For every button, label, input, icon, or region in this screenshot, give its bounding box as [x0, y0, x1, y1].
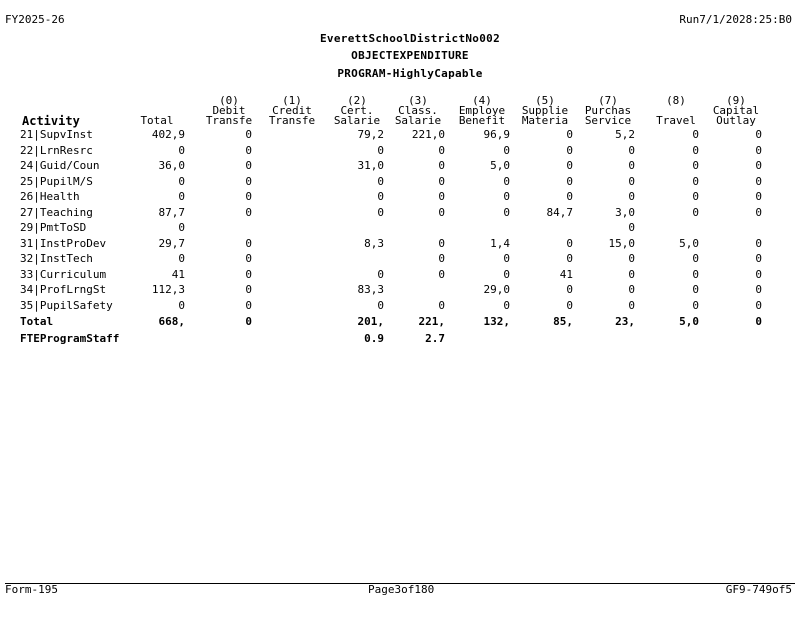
table-cell: 0	[628, 175, 635, 188]
table-cell: 0	[628, 268, 635, 281]
table-cell: 5,0	[490, 160, 510, 172]
table-cell: 96,9	[483, 129, 510, 141]
table-cell: 668,	[158, 316, 185, 328]
table-cell: 0	[178, 144, 185, 157]
column-header-code: (0)	[219, 94, 239, 107]
column-header-code: (5)	[535, 94, 555, 107]
table-cell: 84,7	[546, 206, 573, 219]
column-header-8	[579, 96, 637, 126]
table-cell: 2.7	[425, 332, 445, 345]
row-label: 25|PupilM/S	[20, 174, 93, 188]
page-number: Page3of180	[368, 583, 435, 596]
table-cell: 221,0	[411, 129, 445, 141]
column-header-l2: Benefit	[458, 114, 506, 127]
table-cell: 0.9	[364, 332, 384, 345]
table-cell: 0	[755, 144, 762, 157]
table-cell: 87,7	[158, 206, 185, 219]
table-cell: 5,0	[679, 316, 699, 328]
column-header-l2: Transfe	[268, 114, 316, 127]
table-cell: 0	[245, 206, 252, 219]
column-header-code: (8)	[666, 94, 686, 107]
column-header-9	[651, 96, 701, 126]
table-cell: 8,3	[364, 237, 384, 250]
column-header-6	[452, 96, 512, 126]
column-header-l1: Debit	[212, 104, 246, 117]
table-cell: 0	[503, 253, 510, 265]
table-cell: 0	[755, 299, 762, 312]
row-label: 35|PupilSafety	[20, 298, 113, 312]
table-cell: 0	[377, 268, 384, 281]
table-cell: 0	[438, 206, 445, 219]
table-cell: 0	[566, 129, 573, 141]
table-cell: 0	[755, 316, 762, 328]
table-cell: 0	[628, 284, 635, 296]
table-cell: 0	[377, 175, 384, 188]
row-label: 29|PmtToSD	[20, 221, 87, 234]
column-header-l2: Total	[140, 114, 174, 127]
table-cell: 0	[438, 175, 445, 188]
table-cell: 0	[692, 299, 699, 312]
table-cell: 0	[245, 316, 252, 328]
table-cell: 0	[245, 299, 252, 312]
table-cell: 112,3	[151, 284, 185, 296]
table-cell: 0	[377, 299, 384, 312]
column-header-10	[708, 96, 764, 126]
column-header-1	[127, 96, 187, 126]
column-header-code: (3)	[408, 94, 428, 107]
table-cell: 29,7	[158, 237, 185, 250]
table-cell: 0	[755, 129, 762, 141]
column-header-l2: Salarie	[394, 114, 442, 127]
table-cell: 0	[755, 237, 762, 250]
table-cell: 0	[438, 144, 445, 157]
table-cell: 0	[692, 160, 699, 172]
table-cell: 0	[245, 191, 252, 203]
column-header-l1: Supplie	[521, 104, 569, 117]
form-number: Form-195	[5, 583, 58, 596]
table-cell: 0	[628, 222, 635, 234]
table-cell: 36,0	[158, 160, 185, 172]
table-cell: 79,2	[357, 129, 384, 141]
row-label: 33|Curriculum	[20, 267, 107, 281]
row-label: 21|SupvInst	[20, 128, 93, 141]
table-cell: 0	[178, 253, 185, 265]
table-cell: 0	[245, 144, 252, 157]
table-cell: 0	[178, 175, 185, 188]
row-label: 31|InstProDev	[20, 236, 107, 250]
column-header-l2: Service	[584, 114, 632, 127]
table-cell: 23,	[615, 316, 635, 328]
form-code: GF9-749of5	[725, 583, 792, 596]
table-cell: 0	[692, 284, 699, 296]
table-cell: 0	[755, 253, 762, 265]
row-label: Total	[20, 315, 54, 328]
table-cell: 0	[245, 175, 252, 188]
table-cell: 402,9	[151, 129, 185, 141]
table-cell: 0	[245, 160, 252, 172]
table-cell: 0	[438, 253, 445, 265]
row-label: 22|LrnResrc	[20, 143, 93, 157]
run-date: Run7/1/2028:25:B0	[679, 13, 792, 26]
column-header-l2: Outlay	[716, 114, 756, 127]
table-cell: 0	[628, 299, 635, 312]
table-cell: 0	[503, 268, 510, 281]
table-cell: 0	[692, 129, 699, 141]
row-label: 34|ProfLrngSt	[20, 283, 107, 296]
column-header-l2: Transfe	[205, 114, 253, 127]
report-program: PROGRAM-HighlyCapable	[337, 67, 483, 80]
table-cell: 0	[755, 284, 762, 296]
column-header-7	[515, 96, 575, 126]
row-label: FTEProgramStaff	[20, 331, 120, 345]
table-cell: 0	[755, 160, 762, 172]
table-cell: 5,2	[615, 129, 635, 141]
column-header-code: (1)	[282, 94, 302, 107]
table-cell: 0	[245, 237, 252, 250]
row-label: 27|Teaching	[20, 205, 93, 219]
column-header-code: (7)	[598, 94, 618, 107]
row-label: 26|Health	[20, 190, 80, 203]
table-cell: 0	[692, 175, 699, 188]
table-cell: 0	[628, 144, 635, 157]
table-cell: 201,	[357, 316, 384, 328]
table-cell: 0	[566, 191, 573, 203]
table-cell: 0	[438, 268, 445, 281]
table-cell: 31,0	[357, 160, 384, 172]
table-cell: 0	[178, 222, 185, 234]
row-label: 32|InstTech	[20, 252, 93, 265]
column-header-0	[22, 116, 80, 126]
table-cell: 0	[178, 299, 185, 312]
table-cell: 0	[377, 191, 384, 203]
table-cell: 0	[245, 253, 252, 265]
column-header-l1: Class.	[398, 104, 438, 117]
column-header-l1: Cert.	[340, 104, 374, 117]
table-cell: 132,	[483, 316, 510, 328]
column-header-code: (4)	[472, 94, 492, 107]
table-cell: 0	[692, 206, 699, 219]
table-cell: 0	[503, 144, 510, 157]
table-cell: 0	[692, 144, 699, 157]
table-cell: 5,0	[679, 237, 699, 250]
table-cell: 0	[566, 299, 573, 312]
table-cell: 0	[755, 206, 762, 219]
table-cell: 0	[566, 144, 573, 157]
table-cell: 0	[692, 268, 699, 281]
table-cell: 0	[628, 160, 635, 172]
table-cell: 0	[755, 268, 762, 281]
row-label: 24|Guid/Coun	[20, 159, 100, 172]
report-type: OBJECTEXPENDITURE	[351, 49, 469, 62]
table-cell: 41	[171, 268, 185, 281]
table-cell: 0	[628, 191, 635, 203]
table-cell: 0	[377, 144, 384, 157]
table-cell: 0	[438, 160, 445, 172]
table-cell: 0	[377, 206, 384, 219]
column-header-l2: Materia	[521, 114, 569, 127]
table-cell: 3,0	[615, 206, 635, 219]
table-cell: 83,3	[357, 284, 384, 296]
table-cell: 29,0	[483, 284, 510, 296]
table-cell: 0	[566, 237, 573, 250]
column-header-label: Activity	[22, 114, 80, 128]
table-cell: 0	[438, 191, 445, 203]
table-cell: 15,0	[608, 237, 635, 250]
table-cell: 0	[755, 175, 762, 188]
column-header-4	[328, 96, 386, 126]
table-cell: 0	[755, 191, 762, 203]
table-cell: 0	[503, 299, 510, 312]
column-header-l1: Capital	[712, 104, 760, 117]
column-header-5	[389, 96, 447, 126]
column-header-l1: Employe	[458, 104, 506, 117]
column-header-l2: Salarie	[333, 114, 381, 127]
table-cell: 0	[245, 129, 252, 141]
table-cell: 0	[438, 299, 445, 312]
column-header-l1: Purchas	[584, 104, 632, 117]
column-header-l1: Credit	[272, 104, 312, 117]
table-cell: 0	[178, 191, 185, 203]
table-cell: 0	[438, 237, 445, 250]
column-header-code: (2)	[347, 94, 367, 107]
table-cell: 41	[559, 268, 573, 281]
table-cell: 0	[566, 253, 573, 265]
column-header-3	[264, 96, 320, 126]
column-header-l2: Travel	[656, 114, 696, 127]
table-cell: 0	[692, 253, 699, 265]
table-cell: 0	[503, 206, 510, 219]
table-cell: 0	[566, 284, 573, 296]
column-header-code: (9)	[726, 94, 746, 107]
table-cell: 0	[503, 191, 510, 203]
fiscal-year: FY2025-26	[5, 13, 65, 26]
table-cell: 0	[628, 253, 635, 265]
table-cell: 0	[566, 160, 573, 172]
table-cell: 85,	[553, 316, 573, 328]
report-district: EverettSchoolDistrictNo002	[320, 32, 500, 45]
table-cell: 0	[245, 268, 252, 281]
table-cell: 0	[245, 284, 252, 296]
table-cell: 0	[503, 175, 510, 188]
column-header-2	[204, 96, 254, 126]
table-cell: 1,4	[490, 237, 510, 250]
table-cell: 0	[692, 191, 699, 203]
table-cell: 221,	[418, 316, 445, 328]
table-cell: 0	[566, 175, 573, 188]
